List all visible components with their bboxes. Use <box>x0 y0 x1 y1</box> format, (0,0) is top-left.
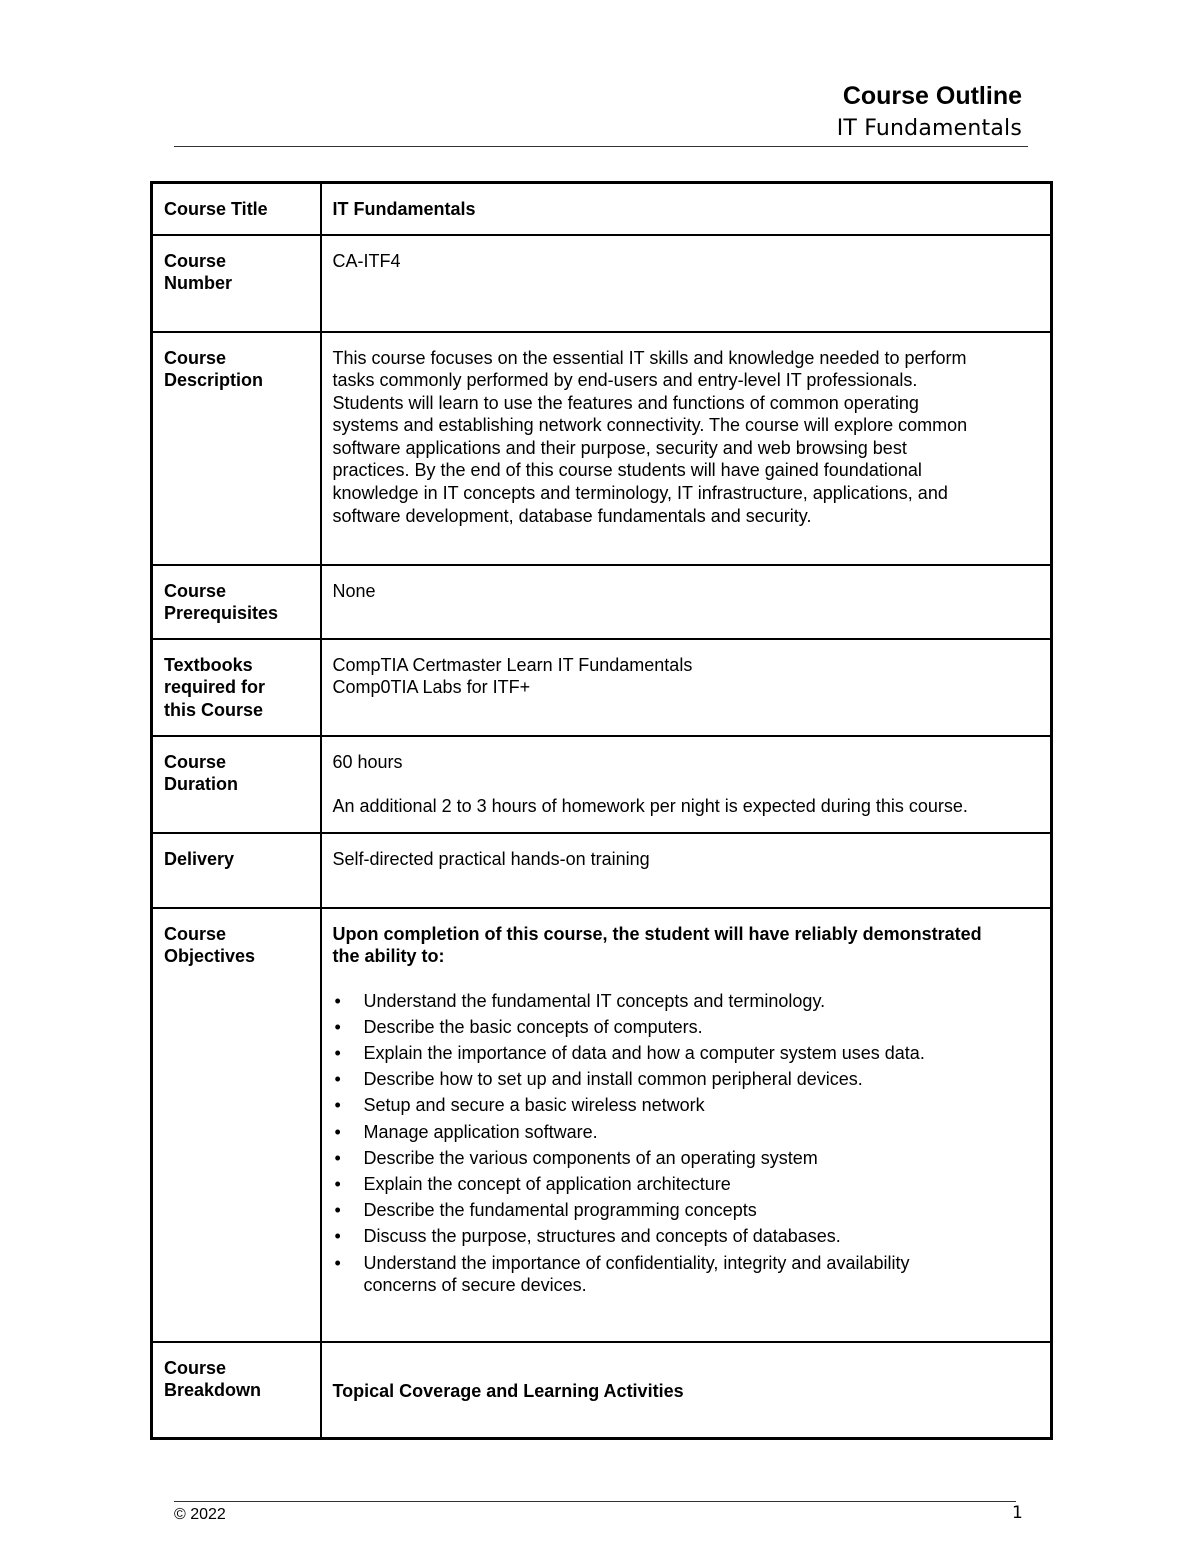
value-course-duration <box>321 736 1052 833</box>
bullet-icon: • <box>334 1016 341 1037</box>
page-header <box>174 80 1028 147</box>
list-item <box>333 1042 1040 1065</box>
objective-text: Discuss the purpose, structures and concepts of databases. <box>363 1226 841 1247</box>
value-textbooks <box>321 639 1052 736</box>
list-item <box>333 1173 1040 1196</box>
textbook-item: CompTIA Certmaster Learn IT Fundamentals <box>332 654 693 675</box>
description-line: Students will learn to use the features and functions of common operating <box>332 392 919 413</box>
bullet-icon: • <box>334 1252 341 1273</box>
objectives-intro: Upon completion of this course, the student will have reliably demonstrated <box>332 923 982 944</box>
list-item <box>333 1121 1040 1144</box>
bullet-icon: • <box>334 1043 341 1064</box>
label-line: Course <box>164 347 227 368</box>
objective-text: Explain the importance of data and how a computer system uses data. <box>363 1043 925 1064</box>
label-line: Duration <box>164 774 238 795</box>
document-subtitle: IT Fundamentals <box>836 116 1022 141</box>
row-textbooks <box>152 639 1052 736</box>
bullet-icon: • <box>334 1095 341 1116</box>
label-course-prerequisites <box>152 565 321 639</box>
objective-text: Understand the fundamental IT concepts and terminology. <box>363 990 826 1011</box>
label-course-breakdown <box>152 1342 321 1439</box>
list-item <box>333 1225 1040 1248</box>
label-line: Description <box>164 370 264 391</box>
course-outline-table <box>150 181 1053 1440</box>
label-line: Course <box>164 923 227 944</box>
description-line: software development, database fundamentals and security. <box>332 505 812 526</box>
value-course-title: IT Fundamentals <box>321 183 1052 235</box>
list-item <box>333 1147 1040 1170</box>
label-line: Course <box>164 580 227 601</box>
value-course-prerequisites: None <box>321 565 1052 639</box>
textbook-item: Comp0TIA Labs for ITF+ <box>332 677 531 698</box>
description-line: tasks commonly performed by end-users and entry-level IT professionals. <box>332 370 918 391</box>
label-line: Prerequisites <box>164 603 279 624</box>
row-delivery <box>152 833 1052 908</box>
label-line: Course <box>164 250 227 271</box>
label-textbooks <box>152 639 321 736</box>
list-item <box>333 1252 1040 1297</box>
objective-text: Explain the concept of application architecture <box>363 1174 731 1194</box>
value-delivery: Self-directed practical hands-on training <box>321 833 1052 908</box>
bullet-icon: • <box>334 990 341 1011</box>
label-line: Textbooks <box>164 654 253 675</box>
value-course-number: CA-ITF4 <box>321 235 1052 332</box>
description-line: knowledge in IT concepts and terminology, IT infrastructure, applications, and <box>332 483 948 504</box>
description-line: practices. By the end of this course students will have gained foundational <box>332 460 922 481</box>
label-course-duration <box>152 736 321 833</box>
description-line: This course focuses on the essential IT skills and knowledge needed to perform <box>332 347 967 368</box>
row-course-title <box>152 183 1052 235</box>
objective-text: Describe how to set up and install common peripheral devices. <box>363 1069 863 1090</box>
description-line: software applications and their purpose, security and web browsing best <box>332 437 907 458</box>
list-item <box>333 1016 1040 1039</box>
document-title: Course Outline <box>842 82 1022 110</box>
label-course-description <box>152 332 321 565</box>
duration-note: An additional 2 to 3 hours of homework per night is expected during this course. <box>332 796 968 817</box>
objective-text: Understand the importance of confidentiality, integrity and availability <box>363 1252 910 1273</box>
label-line: this Course <box>164 699 264 720</box>
label-line: required for <box>164 677 266 698</box>
label-course-objectives <box>152 908 321 1342</box>
row-course-duration <box>152 736 1052 833</box>
list-item <box>333 1068 1040 1091</box>
objective-text: Describe the fundamental programming concepts <box>363 1200 757 1221</box>
objectives-intro: the ability to: <box>332 946 445 967</box>
footer-divider <box>174 1501 1016 1502</box>
value-course-breakdown: Topical Coverage and Learning Activities <box>321 1342 1052 1439</box>
footer-copyright: © 2022 <box>174 1506 226 1523</box>
duration-hours: 60 hours <box>332 751 403 772</box>
row-course-description <box>152 332 1052 565</box>
page-number: 1 <box>1012 1503 1023 1523</box>
list-item <box>333 1199 1040 1222</box>
bullet-icon: • <box>334 1174 341 1194</box>
description-line: systems and establishing network connectivity. The course will explore common <box>332 415 968 436</box>
row-course-number <box>152 235 1052 332</box>
value-course-objectives <box>321 908 1052 1342</box>
objective-text: Describe the basic concepts of computers. <box>363 1016 703 1037</box>
row-course-objectives <box>152 908 1052 1342</box>
label-line: Course <box>164 1357 227 1378</box>
label-course-title: Course Title <box>152 183 321 235</box>
list-item <box>333 1094 1040 1117</box>
objectives-list <box>333 990 1040 1297</box>
value-course-description <box>321 332 1052 565</box>
label-line: Objectives <box>164 946 256 967</box>
objective-text-continued: concerns of secure devices. <box>363 1275 587 1296</box>
objective-text: Setup and secure a basic wireless network <box>363 1095 705 1116</box>
bullet-icon: • <box>334 1200 341 1221</box>
bullet-icon: • <box>334 1069 341 1090</box>
row-course-prerequisites <box>152 565 1052 639</box>
row-course-breakdown <box>152 1342 1052 1439</box>
bullet-icon: • <box>334 1147 341 1168</box>
label-line: Number <box>164 273 233 294</box>
label-delivery: Delivery <box>152 833 321 908</box>
objective-text: Manage application software. <box>363 1121 598 1142</box>
objective-text: Describe the various components of an operating system <box>363 1147 818 1168</box>
list-item <box>333 990 1040 1013</box>
label-line: Course <box>164 751 227 772</box>
bullet-icon: • <box>334 1121 341 1142</box>
label-line: Breakdown <box>164 1380 262 1401</box>
label-course-number <box>152 235 321 332</box>
bullet-icon: • <box>334 1226 341 1247</box>
